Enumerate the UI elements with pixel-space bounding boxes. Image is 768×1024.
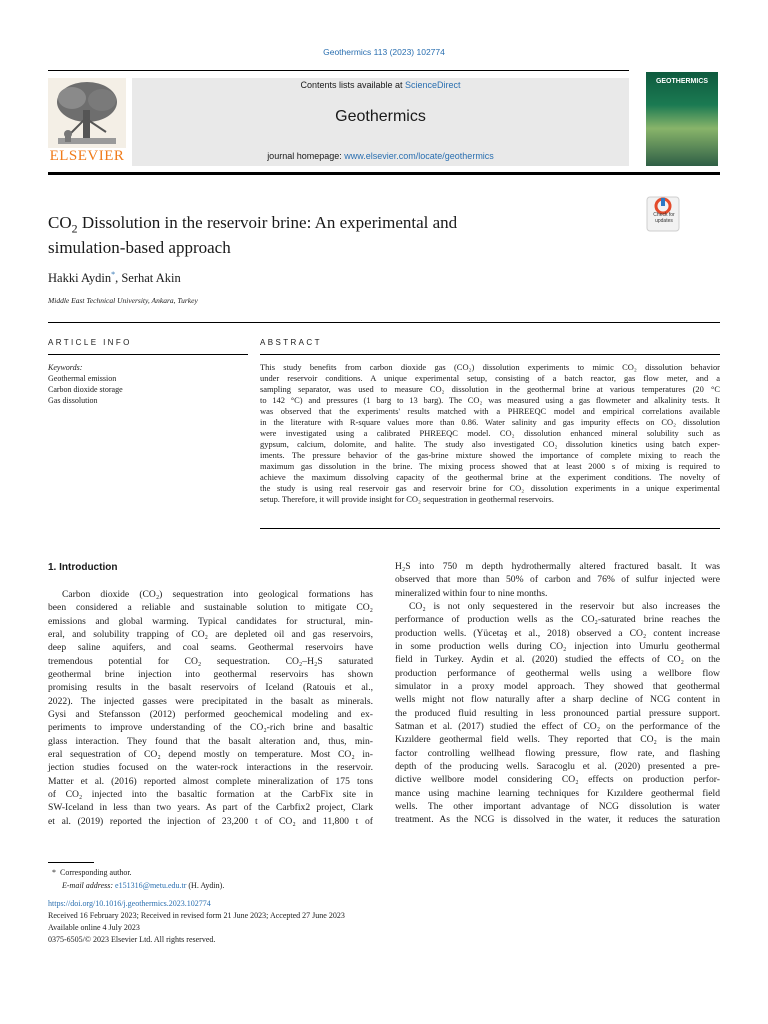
body-line: the produced fluid resulting in less pronounced partial pressure support. xyxy=(395,707,720,719)
abstract-bottom-rule xyxy=(260,528,720,529)
body-line: Kızıldere geothermal field wells. They reported that CO₂ is the main xyxy=(395,734,720,746)
body-line: production performance of geothermal wells using a wellbore flow xyxy=(395,667,720,679)
body-line: Gysi and Stefansson (2012) performed geochemical modeling and ex- xyxy=(48,708,373,720)
title-co-subscript: 2 xyxy=(71,221,78,236)
body-column-left xyxy=(48,588,373,828)
author-name: Hakki Aydin xyxy=(48,271,112,286)
publication-info xyxy=(48,898,345,946)
body-line: of CO₂ injected into the basaltic formation at the CarbFix site in xyxy=(48,788,373,800)
keywords-label: Keywords: xyxy=(48,363,83,372)
abstract-line: the study is using real reservoir gas and reservoir brine for CO₂ dissolution experiments in a unique experimental xyxy=(260,483,720,493)
body-line: tremendous potential for CO₂ sequestration. CO₂–H₂S saturated xyxy=(48,655,373,667)
body-line: H₂S into 750 m depth hydrothermally altered fractured basalt. It was xyxy=(395,561,720,572)
abstract-line: were investigated using a calibrated PHREEQC model. CO₂ dissolution enhanced mineral solubility such as xyxy=(260,428,720,438)
journal-reference-link[interactable]: Geothermics 113 (2023) 102774 xyxy=(323,47,445,57)
header-top-rule xyxy=(48,70,629,71)
author-email-link[interactable]: e151316@metu.edu.tr xyxy=(115,881,187,890)
abstract-line: achieve the maximum dissolving capacity of the geothermal brine at the experiment conditions. The novelty of xyxy=(260,472,720,482)
body-line: field in Turkey. Aydin et al. (2020) studied the effects of CO₂ on the xyxy=(395,654,720,666)
body-column-right xyxy=(395,560,720,827)
author-list xyxy=(48,270,181,286)
body-line: emissions and global warming. Typical candidates for structural, min- xyxy=(48,615,373,627)
body-line: mance using machine learning techniques for Kızıldere geothermal field xyxy=(395,787,720,799)
body-line: wells might not flow naturally after a sharp decline of NCG content in xyxy=(395,694,720,706)
author-name: Serhat Akin xyxy=(121,271,181,286)
abstract-line: sampling separator, was used to measure CO₂ dissolution in the geothermal brine at various temperatures (20 °C xyxy=(260,384,720,394)
affiliation: Middle East Technical University, Ankara, Turkey xyxy=(48,296,198,305)
keyword: Carbon dioxide storage xyxy=(48,385,123,394)
abstract-rule xyxy=(260,354,720,355)
abstract-line: was observed that the experiments' results matched with a PHREEQC model and empirical correlations available xyxy=(260,406,720,416)
body-line: deep saline aquifers, and coal seams. Geothermal reservoirs have xyxy=(48,642,373,654)
body-line: dictive wellbore model considering CO₂ effects on production perfor- xyxy=(395,774,720,786)
elsevier-wordmark: ELSEVIER xyxy=(49,148,125,164)
journal-homepage-link[interactable]: www.elsevier.com/locate/geothermics xyxy=(344,151,494,161)
journal-cover-image[interactable] xyxy=(646,72,718,166)
body-line: eral sequestration of CO₂ depend mostly on temperature. Most CO₂ in- xyxy=(48,748,373,760)
body-line: been considered a reliable and sustainable solution to mitigate CO₂ xyxy=(48,602,373,614)
footnote-mark: * xyxy=(52,868,56,877)
abstract-line: This study benefits from carbon dioxide gas (CO₂) dissolution experiments to mimic CO₂ dissolution behavior xyxy=(260,362,720,372)
body-line: geothermal brine injection into geothermal reservoirs has shown xyxy=(48,668,373,680)
abstract-line: gypsum, calcium, dolomite, and halite. The study also investigated CO₂ dissolution kinetics using batch exper- xyxy=(260,439,720,449)
journal-title: Geothermics xyxy=(335,108,426,125)
title-line2: simulation-based approach xyxy=(48,238,231,257)
footnote-email-label: E-mail address: xyxy=(62,881,114,890)
body-line: jection studies focused on the water-rock interactions in the reservoir. xyxy=(48,762,373,774)
journal-homepage-line xyxy=(132,151,629,161)
abstract-line: maximum gas dissolution in the brine. The mixing process showed that at least 2000 s of mixing is required to xyxy=(260,461,720,471)
body-line: treatment. As the NCG is dissolved in the water, it reduces the saturation xyxy=(395,814,720,826)
body-line: Matter et al. (2016) reported almost complete mineralization of 175 tons xyxy=(48,775,373,787)
received-dates: Received 16 February 2023; Received in revised form 21 June 2023; Accepted 27 June 2023 xyxy=(48,911,345,920)
body-line: mineralized within four to nine months. xyxy=(395,587,548,599)
available-online: Available online 4 July 2023 xyxy=(48,923,140,932)
section-rule xyxy=(48,322,720,323)
body-line: Satman et al. (2017) studied the effect of CO₂ on the performance of the xyxy=(395,720,720,732)
body-line: factor controlling wellhead flowing pressure, flow rate, and flashing xyxy=(395,747,720,759)
keywords-block xyxy=(48,362,248,406)
abstract-line: setup. Therefore, it will provide insight for CO₂ sequestration in geothermal reservoirs. xyxy=(260,494,554,504)
copyright-line: 0375-6505/© 2023 Elsevier Ltd. All rights reserved. xyxy=(48,935,216,944)
header-bottom-rule xyxy=(48,172,720,175)
body-line: 2022). The injected gasses were precipitated in the basalt as minerals. xyxy=(48,695,373,707)
sciencedirect-link[interactable]: ScienceDirect xyxy=(405,80,461,90)
cover-title: GEOTHERMICS xyxy=(655,78,709,85)
article-info-heading: ARTICLE INFO xyxy=(48,338,132,347)
body-line: glass interaction. They found that the basalt alteration and, thus, min- xyxy=(48,735,373,747)
abstract-line: under reservoir conditions. A unique experimental setup, consisting of a batch reactor, gas flow meter, and a xyxy=(260,373,720,383)
abstract-line: iments. The pressure behavior of the gas-brine mixture showed the importance of complete mixing to reach the xyxy=(260,450,720,460)
author-separator: , xyxy=(115,271,122,286)
abstract-line: to 142 °C) and pressures (1 barg to 13 barg). The CO₂ was measured using a gas flowmeter and alkalinity tests. It xyxy=(260,395,720,405)
abstract-text xyxy=(260,362,720,505)
footnote-corresponding: Corresponding author. xyxy=(60,868,132,877)
contents-line xyxy=(132,80,629,90)
homepage-prefix: journal homepage: xyxy=(267,151,345,161)
article-title xyxy=(48,210,608,260)
footnote-email-suffix: (H. Aydin). xyxy=(188,881,225,890)
abstract-line: in the literature with R-square values more than 0.86. Water salinity and gas impurity effects on CO₂ dissolution xyxy=(260,417,720,427)
body-line: depth of the producing wells. Saracoglu et al. (2020) presented a pre- xyxy=(395,760,720,772)
body-line: CO₂ is not only sequestered in the reservoir but also increases the xyxy=(409,600,720,612)
body-line: eral, and solubility trapping of CO₂ are depleted oil and gas reservoirs, xyxy=(48,628,373,640)
body-line: in some production wells during CO₂ injection into Umurlu geothermal xyxy=(395,640,720,652)
keyword: Gas dissolution xyxy=(48,396,98,405)
body-line: performance of production wells as the CO₂-saturated brine reaches the xyxy=(395,614,720,626)
article-info-rule xyxy=(48,354,248,355)
body-line: observed that more than 50% of carbon and 76% of sulfur injected were xyxy=(395,574,720,586)
keyword: Geothermal emission xyxy=(48,374,117,383)
corresponding-author-mark[interactable]: * xyxy=(111,270,116,279)
footnote-rule xyxy=(48,862,94,863)
contents-prefix: Contents lists available at xyxy=(300,80,406,90)
body-line: promising results in the basalt reservoirs of Iceland (Ratouis et al., xyxy=(48,682,373,694)
body-line: wells. The other important advantage of NCG dissolution is water xyxy=(395,800,720,812)
abstract-heading: ABSTRACT xyxy=(260,338,322,347)
body-line: simulator in a proxy model approach. They showed that geothermal xyxy=(395,680,720,692)
check-for-updates-label: Check for updates xyxy=(653,212,675,224)
body-line: Carbon dioxide (CO₂) sequestration into geological formations has xyxy=(62,589,373,600)
title-co: CO xyxy=(48,213,72,232)
body-line: periments to improve understanding of the CO₂-rich brine and basaltic xyxy=(48,722,373,734)
body-line: SW-Iceland in less than two years. As part of the Carbfix2 project, Clark xyxy=(48,802,373,814)
title-line1-rest: Dissolution in the reservoir brine: An experimental and xyxy=(77,213,458,232)
section-heading-introduction: 1. Introduction xyxy=(48,562,118,573)
body-line: et al. (2019) reported the injection of 23,200 t of CO₂ and 11,800 t of xyxy=(48,815,373,827)
doi-link[interactable]: https://doi.org/10.1016/j.geothermics.2023.102774 xyxy=(48,899,211,908)
body-line: production wells. (Yücetaş et al., 2018) observed a CO₂ content increase xyxy=(395,627,720,639)
corresponding-author-footnote xyxy=(52,866,224,892)
